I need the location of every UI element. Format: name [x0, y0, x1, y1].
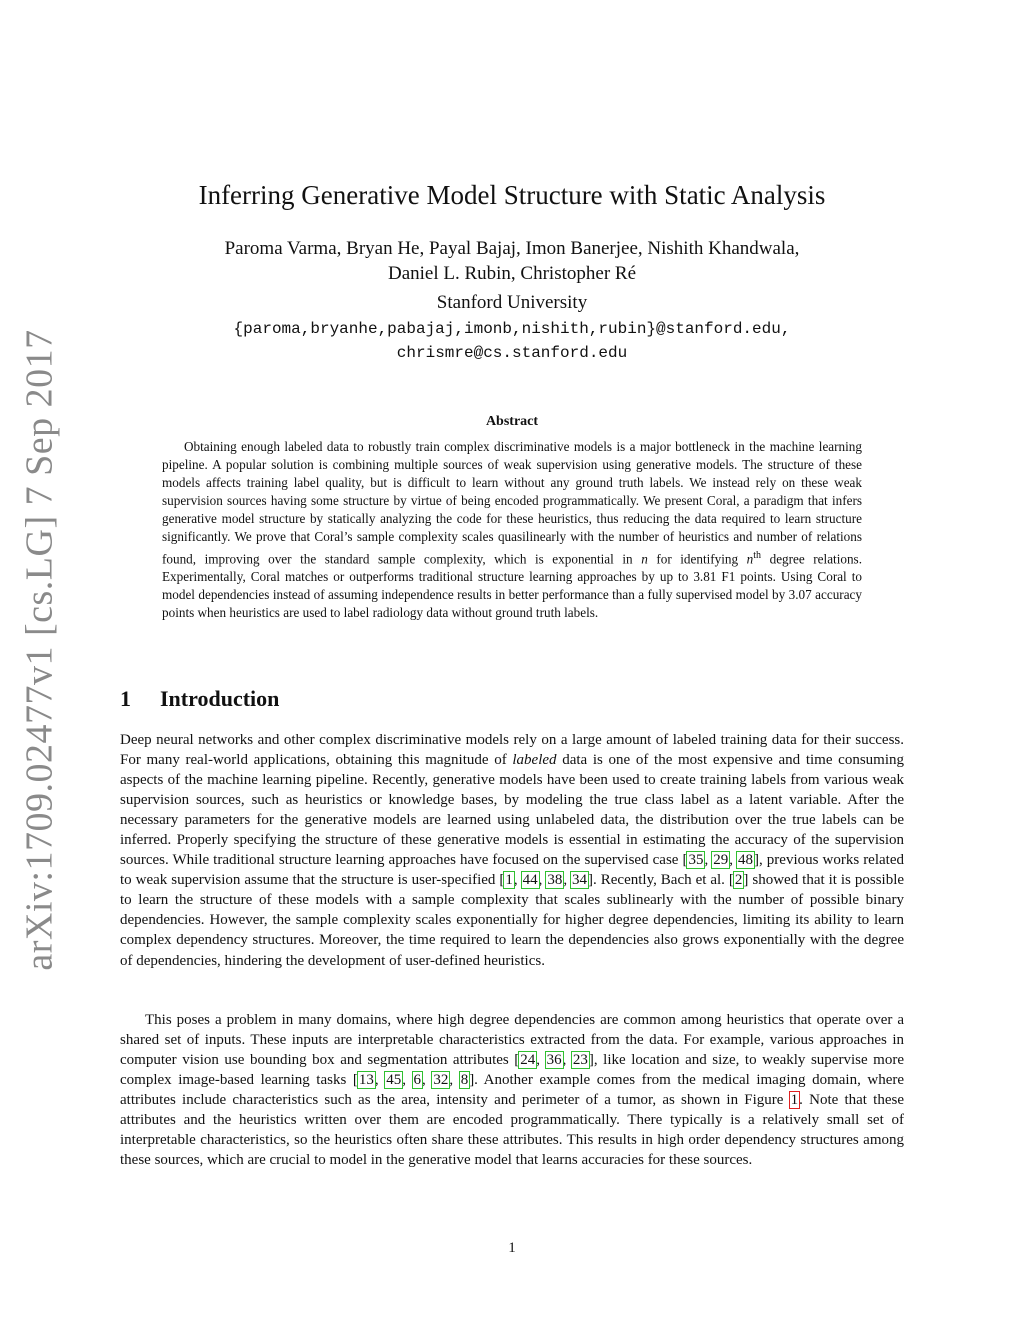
citation-link[interactable]: 29	[713, 852, 729, 869]
citation-link[interactable]: 2	[734, 872, 743, 889]
paper-title: Inferring Generative Model Structure with Static Analysis	[198, 180, 826, 210]
text-run: ] showed that it is possible to learn the structure of these models with a sample complexity that scales sublinearly with the number of possible binary dependencies. However, the sample complexity scales exponentially for higher degree dependencies, limiting its ability to learn complex dependency structures. Moreover, the time required to learn the dependencies also grows exponentially with the degree of dependencies, hindering the development of user-defined heuristics.	[120, 872, 905, 969]
citation-link[interactable]: 38	[547, 872, 563, 889]
citation-link[interactable]: 32	[433, 1072, 449, 1089]
section-number: 1	[120, 686, 131, 711]
authors-line-1: Paroma Varma, Bryan He, Payal Bajaj, Imon Banerjee, Nishith Khandwala,	[224, 238, 800, 259]
citation-link[interactable]: 45	[386, 1072, 402, 1089]
text-run: ]. Recently, Bach et al. [	[588, 872, 734, 889]
citation-link[interactable]: 13	[358, 1072, 374, 1089]
citation-link[interactable]: 48	[738, 852, 754, 869]
abstract-body	[162, 438, 862, 622]
citation-link[interactable]: 23	[572, 1052, 588, 1069]
text-run: ], previous works related to weak supervision assume that the structure is user-specified [	[120, 852, 904, 889]
authors-line-2: Daniel L. Rubin, Christopher Ré	[387, 263, 637, 284]
intro-paragraph-1: Deep neural networks and other complex discriminative models rely on a large amount of labeled training data for their success. For many real-world applications, obtaining this magnitude of labeled data is one of the most expensive and time consuming aspects of the machine learning pipeline. Recently, generative models have been used to create training labels from various weak supervision sources, such as heuristics or knowledge bases, by modeling the true class label as a latent variable. After the necessary parameters for the generative models are learned using unlabeled data, the distribution over the true labels can be inferred. Properly specifying the structure of these generative models is essential in estimating the accuracy of the supervision sources. While traditional structure learning approaches have focused on the supervised case [35, 29, 48], previous works related to weak supervision assume that the structure is user-specified [1, 44, 38, 34]. Recently, Bach et al. [2] showed that it is possible to learn the structure of these models with a sample complexity that scales sublinearly with the number of possible binary dependencies. However, the sample complexity scales exponentially for higher degree dependencies, limiting its ability to learn complex dependency structures. Moreover, the time required to learn the dependencies also grows exponentially with the degree of dependencies, hindering the development of user-defined heuristics.	[120, 732, 905, 969]
abstract-text-1: Obtaining enough labeled data to robustly train complex discriminative models is a major bottleneck in the machine learning pipeline. A popular solution is combining multiple sources of weak supervision using generative models. The structure of these models affects training label quality, but is difficult to learn without any ground truth labels. We instead rely on these weak supervision sources having some structure by virtue of being encoded programmatically. We present Coral, a paradigm that infers generative model structure by statically analyzing the code for these heuristics, thus reducing the data required to learn structure significantly. We prove that Coral’s sample complexity scales quasilinearly with the number of heuristics and number of relations found, improving over the standard sample complexity, which is exponential in	[162, 439, 862, 566]
text-run: data is one of the most expensive and time consuming aspects of the machine learning pipeline. Recently, generative models have been used to create training labels from various weak supervision sources, such as heuristics or knowledge bases, by modeling the true class label as a latent variable. After the necessary parameters for the generative models are learned using unlabeled data, the distribution over the true labels can be inferred. Properly specifying the structure of these generative models is essential in estimating the accuracy of the supervision sources. While traditional structure learning approaches have focused on the supervised case [	[120, 752, 904, 869]
abstract-var-n-power: n	[746, 550, 754, 566]
citation-link[interactable]: 6	[413, 1072, 422, 1089]
citation-link[interactable]: 35	[688, 852, 704, 869]
arxiv-identifier-stamp	[10, 329, 70, 971]
citation-link[interactable]: 1	[505, 872, 513, 889]
section-title: Introduction	[160, 686, 280, 711]
email-line-2: chrismre@cs.stanford.edu	[396, 344, 628, 362]
citation-link[interactable]: 34	[572, 872, 588, 889]
citation-link[interactable]: 36	[546, 1052, 562, 1069]
text-run: . Note that these attributes and the heuristics written over them are encoded programmatically. There typically is a relatively small set of interpretable characteristics, so the heuristics often share these attributes. This results in high order dependency structures among these sources, which are crucial to model in the generative model that learns accuracies for these sources.	[120, 1092, 904, 1169]
abstract-sup-th: th	[753, 549, 762, 561]
section-heading-introduction	[120, 686, 279, 712]
arxiv-id-text: arXiv:1709.02477v1 [cs.LG] 7 Sep 2017	[19, 329, 62, 971]
citation-link[interactable]: 44	[522, 872, 538, 889]
email-line-1: {paroma,bryanhe,pabajaj,imonb,nishith,rubin}@stanford.edu,	[233, 320, 791, 338]
abstract-heading: Abstract	[485, 414, 539, 429]
abstract-var-n: n	[641, 550, 648, 566]
text-run: ], like location and size, to weakly supervise more complex image-based learning tasks [	[120, 1052, 904, 1089]
author-list	[140, 236, 884, 286]
text-run: This poses a problem in many domains, where high degree dependencies are common among heuristics that operate over a shared set of inputs. These inputs are interpretable characteristics extracted from the data. For example, various approaches in computer vision use bounding box and segmentation attributes [	[120, 1012, 904, 1069]
figure-reference-link[interactable]: 1	[790, 1092, 799, 1109]
emphasis-labeled: labeled	[512, 752, 557, 769]
affiliation: Stanford University	[436, 292, 588, 313]
abstract-text-2: for identifying	[647, 550, 747, 566]
text-run: ]. Another example comes from the medical imaging domain, where attributes include characteristics such as the area, intensity and perimeter of a tumor, as shown in Figure	[120, 1072, 905, 1109]
author-emails	[0, 317, 1024, 365]
intro-paragraph-2: This poses a problem in many domains, where high degree dependencies are common among heuristics that operate over a shared set of inputs. These inputs are interpretable characteristics extracted from the data. For example, various approaches in computer vision use bounding box and segmentation attributes [24, 36, 23], like location and size, to weakly supervise more complex image-based learning tasks [13, 45, 6, 32, 8]. Another example comes from the medical imaging domain, where attributes include characteristics such as the area, intensity and perimeter of a tumor, as shown in Figure 1. Note that these attributes and the heuristics written over them are encoded programmatically. There typically is a relatively small set of interpretable characteristics, so the heuristics often share these attributes. This results in high order dependency structures among these sources, which are crucial to model in the generative model that learns accuracies for these sources.	[120, 1012, 905, 1169]
abstract-text-3: degree relations. Experimentally, Coral matches or outperforms traditional structure learning approaches by up to 3.81 F1 points. Using Coral to model dependencies instead of assuming independence results in better performance than a fully supervised model by 3.07 accuracy points when heuristics are used to label radiology data without ground truth labels.	[162, 550, 862, 621]
text-run: Deep neural networks and other complex discriminative models rely on a large amount of labeled training data for their success. For many real-world applications, obtaining this magnitude of	[120, 732, 904, 769]
citation-link[interactable]: 8	[460, 1072, 469, 1089]
page-number: 1	[508, 1240, 516, 1256]
citation-link[interactable]: 24	[520, 1052, 536, 1069]
